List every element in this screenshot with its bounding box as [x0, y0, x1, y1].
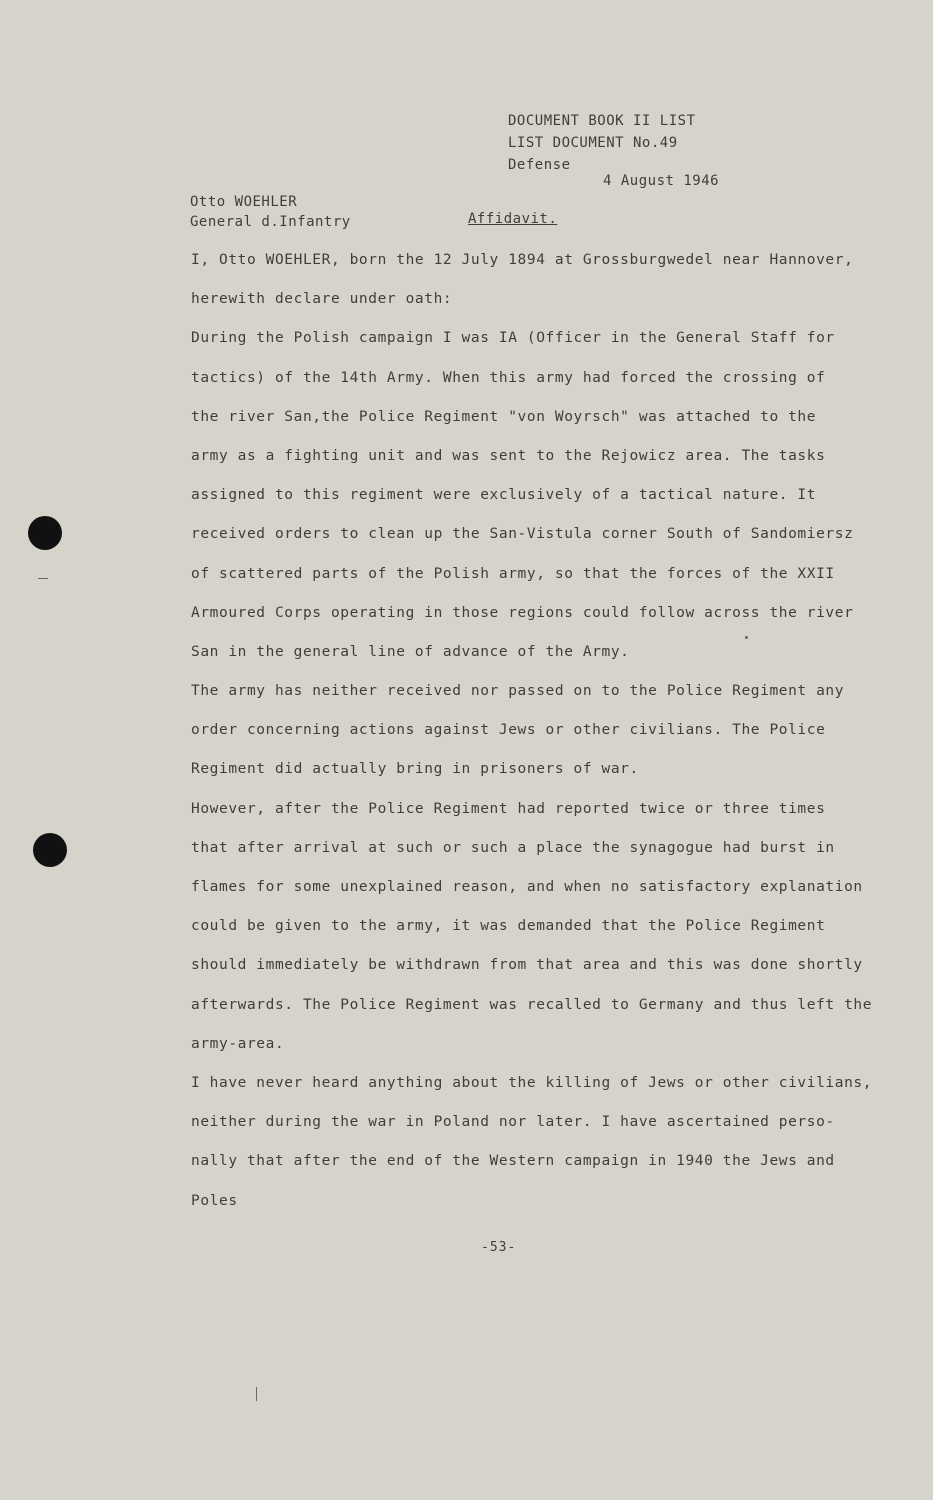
body-line: should immediately be withdrawn from that area and this was done shortly [191, 957, 863, 974]
author-rank: General d.Infantry [190, 214, 351, 230]
stray-mark [38, 578, 48, 579]
punch-hole [33, 833, 67, 867]
author-name: Otto WOEHLER [190, 194, 298, 210]
body-line: army as a fighting unit and was sent to the Rejowicz area. The tasks [191, 447, 826, 464]
body-line: However, after the Police Regiment had reported twice or three times [191, 800, 826, 817]
page-number: -53- [481, 1240, 517, 1255]
header-line: DOCUMENT BOOK II LIST [508, 113, 696, 129]
body-line: of scattered parts of the Polish army, so that the forces of the XXII [191, 565, 835, 582]
header-line: Defense [508, 157, 571, 173]
body-line: herewith declare under oath: [191, 291, 453, 308]
body-line: tactics) of the 14th Army. When this army had forced the crossing of [191, 369, 826, 386]
author-block [190, 192, 351, 232]
body-line: assigned to this regiment were exclusively of a tactical nature. It [191, 487, 817, 504]
document-title: Affidavit. [468, 211, 558, 227]
body-line: afterwards. The Police Regiment was recalled to Germany and thus left the [191, 996, 873, 1013]
body-line: army-area. [191, 1035, 285, 1052]
body-line: flames for some unexplained reason, and when no satisfactory explanation [191, 879, 863, 895]
punch-hole [28, 516, 62, 550]
header-line: LIST DOCUMENT No.49 [508, 135, 678, 151]
body-line: I have never heard anything about the killing of Jews or other civilians, [191, 1074, 873, 1091]
body-line: Armoured Corps operating in those regions could follow across the river [191, 604, 854, 621]
body-line: nally that after the end of the Western campaign in 1940 the Jews and [191, 1153, 835, 1170]
body-line: During the Polish campaign I was IA (Officer in the General Staff for [191, 330, 835, 347]
stray-mark [256, 1387, 257, 1401]
body-line: could be given to the army, it was demanded that the Police Regiment [191, 918, 826, 935]
body-line: Regiment did actually bring in prisoners of war. [191, 761, 639, 778]
body-line: Poles [191, 1192, 238, 1209]
document-header [508, 110, 696, 176]
body-line: received orders to clean up the San-Vistula corner South of Sandomiersz [191, 526, 854, 543]
body-line: The army has neither received nor passed on to the Police Regiment any [191, 683, 845, 700]
body-line: San in the general line of advance of the Army. [191, 643, 630, 660]
body-line: order concerning actions against Jews or other civilians. The Police [191, 722, 826, 739]
body-line: I, Otto WOEHLER, born the 12 July 1894 at Grossburgwedel near Hannover, [191, 252, 854, 268]
affidavit-body [191, 241, 911, 1221]
body-line: that after arrival at such or such a place the synagogue had burst in [191, 839, 835, 856]
body-line: neither during the war in Poland nor later. I have ascertained perso- [191, 1114, 835, 1131]
body-line: the river San,the Police Regiment "von Woyrsch" was attached to the [191, 408, 817, 425]
document-date: 4 August 1946 [603, 173, 720, 189]
